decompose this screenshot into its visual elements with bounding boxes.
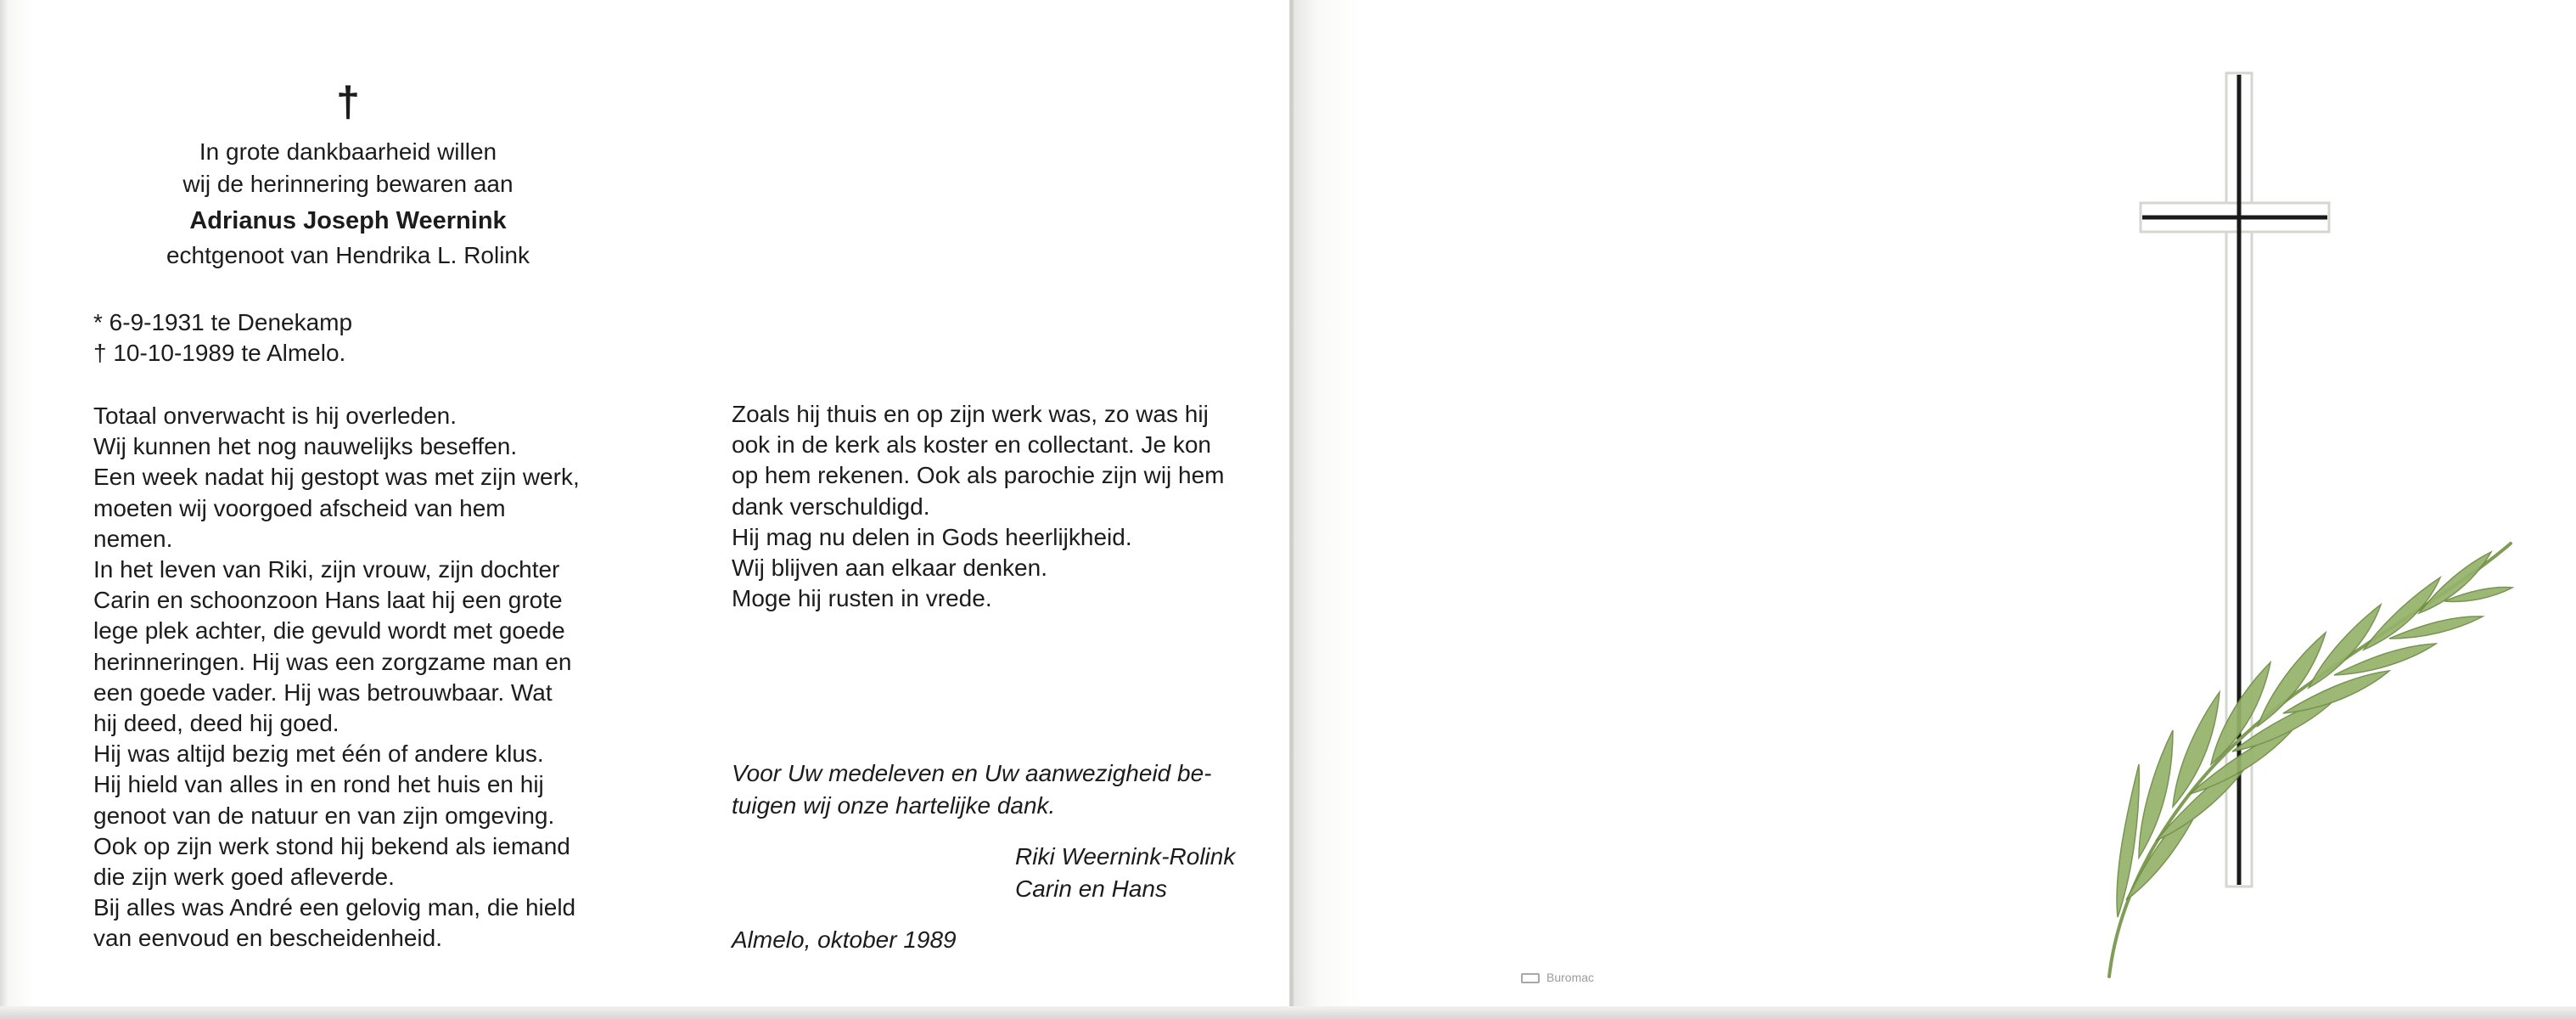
thanks-line: Voor Uw medeleven en Uw aanwezigheid be- bbox=[732, 760, 1212, 786]
heading-line-2: wij de herinnering bewaren aan bbox=[182, 171, 514, 197]
death-date: † 10-10-1989 te Almelo. bbox=[93, 340, 346, 366]
text-line: Totaal onverwacht is hij overleden. bbox=[93, 403, 457, 429]
cross-icon: † bbox=[336, 78, 360, 126]
text-line: moeten wij voorgoed afscheid van hem bbox=[93, 494, 506, 521]
text-line: van eenvoud en bescheidenheid. bbox=[93, 925, 443, 952]
brand-label: Buromac bbox=[1546, 971, 1595, 984]
text-line: Hij was altijd bezig met één of andere klus. bbox=[93, 740, 544, 768]
text-line: Zoals hij thuis en op zijn werk was, zo was hij bbox=[732, 401, 1209, 427]
text-line: Bij alles was André een gelovig man, die hield bbox=[93, 894, 576, 921]
signatories bbox=[1015, 841, 1287, 905]
place-and-date: Almelo, oktober 1989 bbox=[732, 926, 957, 953]
spouse-line: echtgenoot van Hendrika L. Rolink bbox=[166, 242, 530, 268]
text-line: herinneringen. Hij was een zorgzame man en bbox=[93, 648, 572, 675]
text-line: die zijn werk goed afleverde. bbox=[93, 864, 395, 891]
thanks-line: tuigen wij onze hartelijke dank. bbox=[732, 792, 1056, 819]
card-fold bbox=[1289, 0, 1294, 1019]
text-line: Hij hield van alles in en rond het huis en hij bbox=[93, 771, 544, 798]
text-line: Carin en schoonzoon Hans laat hij een grote bbox=[93, 587, 563, 614]
text-line: Wij kunnen het nog nauwelijks beseffen. bbox=[93, 433, 518, 460]
text-line: Wij blijven aan elkaar denken. bbox=[732, 555, 1047, 582]
memorial-heading bbox=[93, 76, 603, 272]
card-right-panel bbox=[1294, 0, 2576, 1019]
signatory-line: Carin en Hans bbox=[1015, 875, 1167, 902]
text-line: genoot van de natuur en van zijn omgeving. bbox=[93, 802, 555, 829]
text-line: In het leven van Riki, zijn vrouw, zijn dochter bbox=[93, 556, 560, 583]
buromac-logo-icon bbox=[1521, 973, 1540, 983]
text-line: Een week nadat hij gestopt was met zijn werk, bbox=[93, 464, 580, 491]
text-line: lege plek achter, die gevuld wordt met goede bbox=[93, 617, 565, 645]
signatory-line: Riki Weernink-Rolink bbox=[1015, 843, 1236, 870]
deceased-name: Adrianus Joseph Weernink bbox=[189, 207, 507, 234]
text-column-right bbox=[732, 399, 1258, 614]
card-bottom-edge bbox=[0, 1006, 2576, 1019]
text-line: op hem rekenen. Ook als parochie zijn wij hem bbox=[732, 462, 1225, 489]
text-line: nemen. bbox=[93, 525, 173, 552]
heading-line-1: In grote dankbaarheid willen bbox=[199, 138, 497, 165]
life-dates bbox=[93, 307, 603, 369]
text-column-left bbox=[93, 401, 611, 954]
text-line: Moge hij rusten in vrede. bbox=[732, 585, 992, 612]
text-line: ook in de kerk als koster en collectant. Je kon bbox=[732, 431, 1211, 459]
text-line: hij deed, deed hij goed. bbox=[93, 710, 340, 737]
brand-mark bbox=[1521, 969, 1594, 986]
text-line: Hij mag nu delen in Gods heerlijkheid. bbox=[732, 523, 1132, 550]
text-line: Ook op zijn werk stond hij bekend als iemand bbox=[93, 832, 570, 859]
text-line: een goede vader. Hij was betrouwbaar. Wat bbox=[93, 678, 553, 706]
text-line: dank verschuldigd. bbox=[732, 493, 930, 520]
thanks-note bbox=[732, 757, 1258, 822]
birth-date: * 6-9-1931 te Denekamp bbox=[93, 309, 353, 335]
